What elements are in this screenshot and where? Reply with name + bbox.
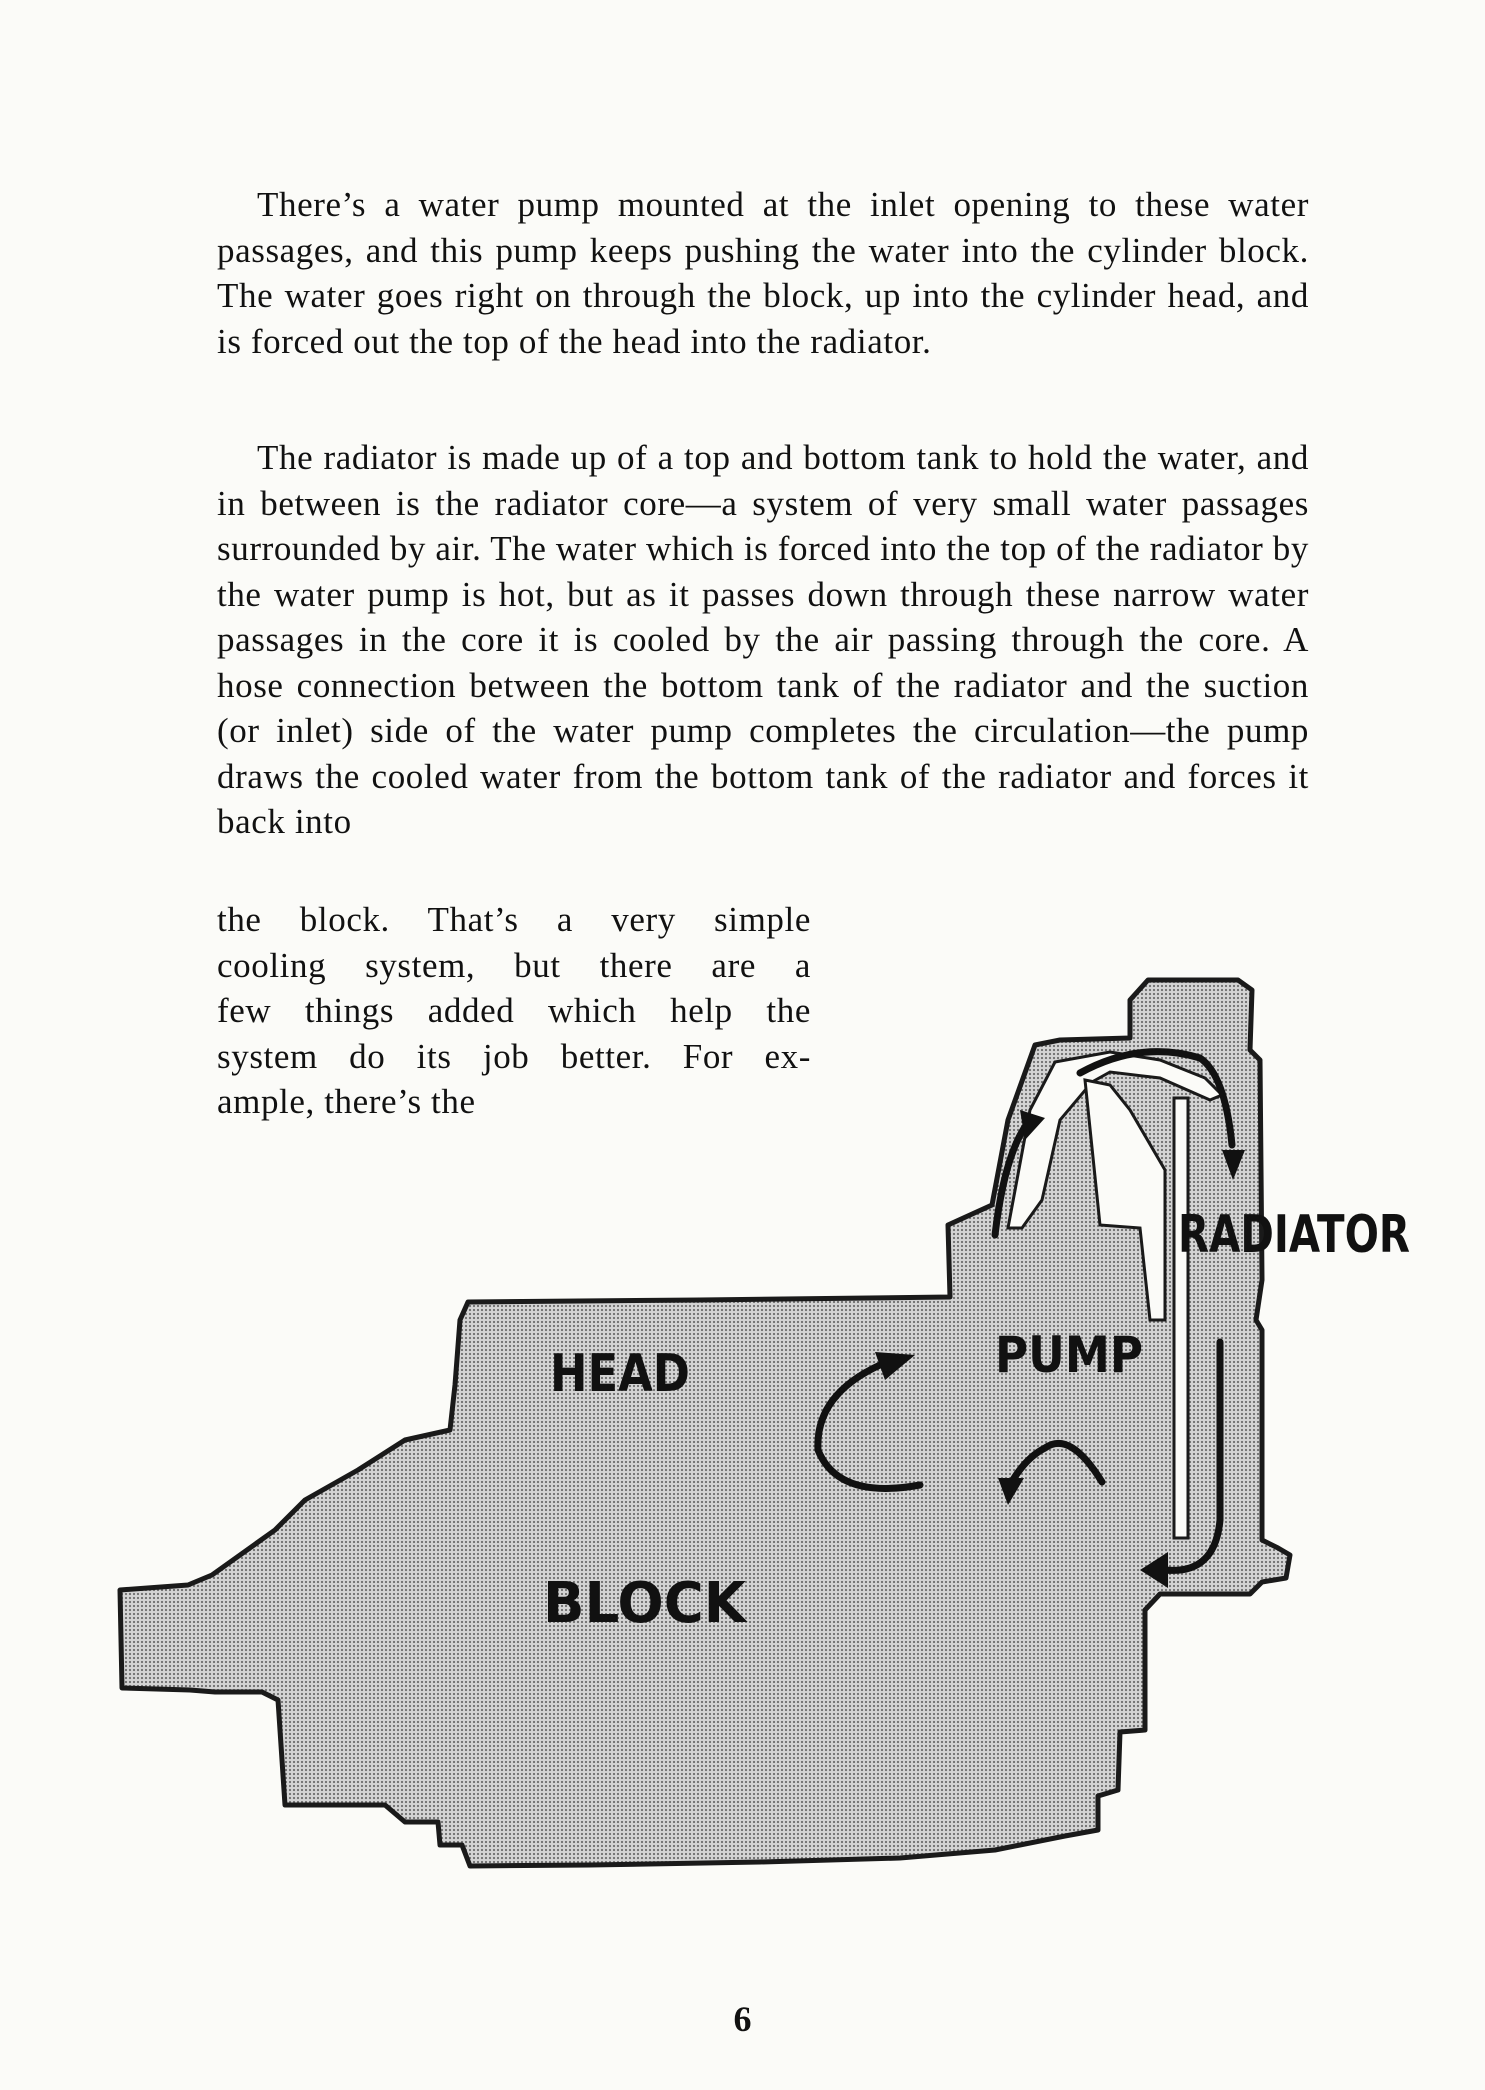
radiator-core-channel [1174, 1098, 1188, 1538]
radiator-label: RADIATOR [1178, 1205, 1410, 1265]
block-label: BLOCK [543, 1571, 749, 1636]
paragraph-line: few things added which help the [217, 991, 811, 1030]
paragraph-line: cooling system, but there are a [217, 945, 811, 985]
paragraph-line: system do its job better. For ex- [217, 1036, 811, 1076]
cooling-system-diagram [0, 940, 1485, 1940]
head-label: HEAD [550, 1344, 690, 1404]
paragraph-water-pump: There’s a water pump mounted at the inlet opening to these water passages, and this pump keeps pushing the water into the cylinder block. The water goes right on through the block, up into the cylinder head, and is forced out the top of the head into the radiator. [217, 185, 1309, 361]
paragraph-line: the block. That’s a very simple [217, 900, 811, 939]
pump-label: PUMP [995, 1326, 1143, 1384]
paragraph-radiator: The radiator is made up of a top and bottom tank to hold the water, and in between is the radiator core—a system of very small water passages surrounded by air. The water which is forced into the top of the radiator by the water pump is hot, but as it passes down through these narrow water passages in the core it is cooled by the air passing through the core. A hose connection between the bottom tank of the radiator and the suction (or inlet) side of the water pump completes the circulation—the pump draws the cooled water from the bottom tank of the radiator and forces it back into [217, 438, 1309, 841]
paragraph-line: ample, there’s the [217, 1082, 476, 1121]
page-number: 6 [733, 1999, 752, 2039]
